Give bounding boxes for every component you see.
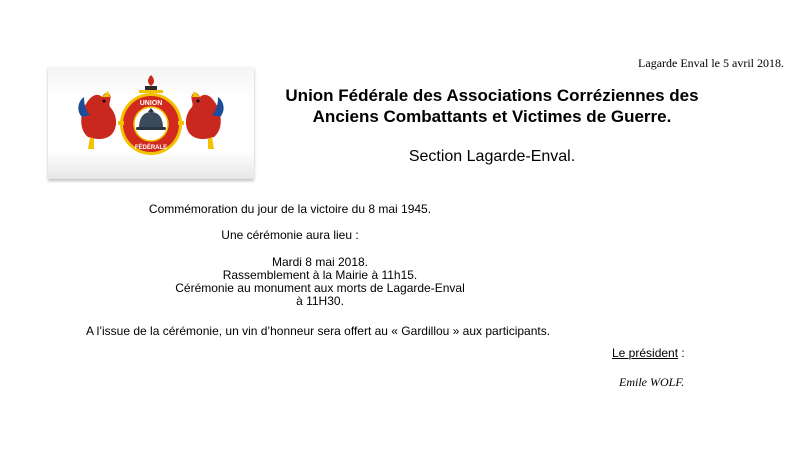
event-time: à 11H30. xyxy=(296,294,344,308)
closing-line: A l’issue de la cérémonie, un vin d’honneur sera offert au « Gardillou » aux participants. xyxy=(86,324,551,338)
signatory-name: Emile WOLF. xyxy=(619,375,685,389)
date-line: Lagarde Enval le 5 avril 2018. xyxy=(638,56,784,70)
president-role: Le président xyxy=(612,346,679,360)
rooster-left-icon xyxy=(78,91,116,149)
association-logo xyxy=(48,67,254,179)
event-date: Mardi 8 mai 2018. xyxy=(271,255,369,269)
event-gathering: Rassemblement à la Mairie à 11h15. xyxy=(222,268,418,282)
commemoration-line: Commémoration du jour de la victoire du 8 mai 1945. xyxy=(148,202,432,216)
rooster-right-icon xyxy=(186,91,224,149)
event-ceremony: Cérémonie au monument aux morts de Lagarde-Enval xyxy=(175,281,465,295)
section-title: Section Lagarde-Enval. xyxy=(408,148,576,165)
emblem-graphic xyxy=(48,67,254,179)
president-colon: : xyxy=(678,346,685,360)
organization-title-line-2: Anciens Combattants et Victimes de Guerre. xyxy=(312,107,672,126)
president-label xyxy=(612,346,685,360)
ceremony-announcement: Une cérémonie aura lieu : xyxy=(221,228,359,242)
organization-title xyxy=(258,85,726,127)
flame-icon xyxy=(139,75,163,93)
ring-text-bottom: FÉDÉRALE xyxy=(134,145,168,151)
organization-title-line-1: Union Fédérale des Associations Corréziennes des xyxy=(285,86,699,105)
ring-text-top: UNION xyxy=(139,100,163,107)
event-details xyxy=(120,256,520,308)
